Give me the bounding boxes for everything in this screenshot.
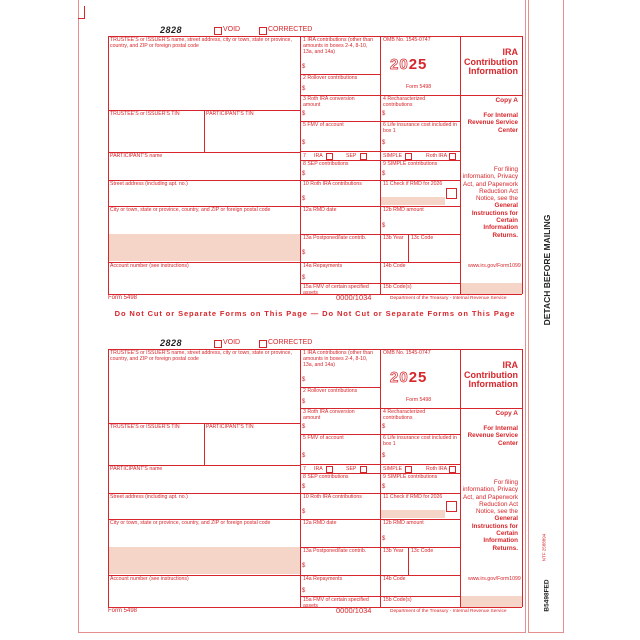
form-title: IRA Contribution Information [464, 360, 518, 389]
box-12b-label: 12b RMD amount [383, 207, 424, 213]
box-12a-field[interactable] [302, 529, 378, 545]
box-7-label: 7 [303, 153, 306, 159]
void-checkbox[interactable] [214, 340, 222, 348]
box-8-field[interactable] [308, 482, 378, 492]
box-9-field[interactable] [388, 169, 458, 179]
box-11-checkbox[interactable] [446, 501, 457, 512]
product-code: B5498FED [543, 579, 551, 612]
trustee-name-field[interactable] [109, 52, 299, 108]
street-address-label: Street address (including apt. no.) [110, 494, 188, 500]
participant-name-field[interactable] [109, 161, 299, 179]
box-13a-label: 13a Postponed/late contrib. [303, 235, 367, 241]
box-6-label: 6 Life insurance cost included in box 1 [383, 122, 457, 134]
corrected-label: CORRECTED [268, 339, 313, 346]
box-3-field[interactable] [308, 109, 378, 119]
footer-catalog-number: 0000/1034 [336, 606, 372, 615]
trustee-tin-label: TRUSTEE'S or ISSUER'S TIN [110, 424, 180, 430]
footer-department: Department of the Treasury - Internal Revenue Service [390, 296, 507, 301]
box-7-sep-checkbox[interactable] [360, 153, 367, 160]
box-13c-label: 13c Code [411, 548, 434, 554]
box-10-field[interactable] [308, 194, 378, 204]
box-14a-field[interactable] [308, 273, 378, 281]
trustee-name-label: TRUSTEE'S or ISSUER'S name, street address, city or town, state or province, country, and ZIP or foreign postal code [110, 350, 292, 362]
box-14b-field[interactable] [382, 584, 458, 594]
city-field[interactable] [109, 528, 299, 545]
footer-catalog-number: 0000/1034 [336, 293, 372, 302]
box-13c-label: 13c Code [411, 235, 434, 241]
box-13b-label: 13b Year [383, 548, 404, 554]
shaded-area [109, 547, 300, 574]
box-14b-field[interactable] [382, 271, 458, 281]
box-7-sep-checkbox[interactable] [360, 466, 367, 473]
box-11-checkbox[interactable] [446, 188, 457, 199]
box-15a-label: 15a FMV of certain specified assets [303, 284, 369, 296]
box-14b-label: 14b Code [383, 576, 406, 582]
box-12b-field[interactable] [388, 534, 458, 544]
box-2-field[interactable] [308, 397, 378, 407]
filing-note: For filing information, Privacy Act, and Paperwork Reduction Act Notice, see the General Instructions for Certain Information Returns. [462, 166, 518, 239]
box-4-label: 4 Recharacterized contributions [383, 96, 426, 108]
box-1-field[interactable] [308, 62, 378, 72]
copy-for: For Internal Revenue Service Center [467, 112, 518, 134]
box-13a-field[interactable] [308, 561, 378, 571]
participant-name-label: PARTICIPANT'S name [110, 153, 163, 159]
trustee-name-label: TRUSTEE'S or ISSUER'S name, street address, city or town, state or province, country, and ZIP or foreign postal code [110, 37, 292, 49]
box-15b-label: 15b Code(s) [383, 284, 412, 290]
trustee-name-field[interactable] [109, 365, 299, 421]
box-12b-field[interactable] [388, 221, 458, 231]
trustee-tin-field[interactable] [109, 120, 203, 150]
crop-mark [78, 6, 85, 19]
form-code: 2828 [160, 338, 183, 348]
box-2-field[interactable] [308, 84, 378, 94]
box-6-field[interactable] [388, 451, 458, 461]
trustee-tin-label: TRUSTEE'S or ISSUER'S TIN [110, 111, 180, 117]
corrected-checkbox[interactable] [259, 340, 267, 348]
box-12a-field[interactable] [302, 216, 378, 232]
box-13c-field[interactable] [410, 557, 458, 573]
box-11-shade [381, 510, 445, 518]
form-title: IRA Contribution Information [464, 47, 518, 76]
participant-tin-field[interactable] [205, 120, 299, 150]
city-label: City or town, state or province, country, and ZIP or foreign postal code [110, 520, 271, 526]
participant-tin-field[interactable] [205, 433, 299, 463]
void-label: VOID [223, 26, 241, 33]
participant-name-label: PARTICIPANT'S name [110, 466, 163, 472]
box-14b-label: 14b Code [383, 263, 406, 269]
footer-form-number: Form 5498 [108, 608, 138, 614]
box-15b-shade [461, 283, 522, 294]
detach-stub [528, 0, 564, 633]
box-6-field[interactable] [388, 138, 458, 148]
box-5-label: 5 FMV of account [303, 122, 344, 128]
box-7-simple-checkbox[interactable] [405, 153, 412, 160]
form-copy-1: 2828 VOID CORRECTED TRUSTEE'S or ISSUER'S name, street address, city or town, state or province, country, and ZIP or foreign postal code TRUSTEE'S or ISSUER'S TIN PARTICIPANT'S TIN PARTICIPANT'S name Street address (including apt. no.) City or town, state or province, country, and ZIP or foreign postal code Account number (see instructions) 1 IRA contributions (other than amounts in boxes 2-4, 8-10, 13a, and 14a) $ 2 Rollover contributions $ OMB No. 1545-0747 2025 Form 5498 IRA Contribution Information 3 Roth IRA conversion amount $ 4 Recharacterized contributions $ Copy A 5 FMV of account $ 6 Life insurance cost included in box 1 $ For Internal Revenue Service Center 7 IRA SEP SIMPLE Roth IRA 8 SEP contributions $ 9 SIMPLE contributions $ 10 Roth IRA contributions $ 11 Check if RMD for 2026 12a RMD date 12b RMD amount $ 13a Postponed/late contrib. $ 13b Year 13c Code 14a Repayments $ 14b Code 15a FMV of certain specified assets 15b Code(s) For filing information, Privacy Act, and Paperwork Reduction Act Notice, see the General Instructions for Certain Information Returns. www.irs.gov/Form1099 Form 5498 0000/1034 Department of the Treasury - Internal Revenue Service [108, 26, 522, 304]
street-address-field[interactable] [109, 502, 299, 518]
box-7-ira-checkbox[interactable] [326, 466, 333, 473]
box-7-label: 7 [303, 466, 306, 472]
account-number-label: Account number (see instructions) [110, 576, 189, 582]
box-13b-field[interactable] [382, 557, 407, 573]
box-15b-shade [461, 596, 522, 607]
box-1-label: 1 IRA contributions (other than amounts in boxes 2-4, 8-10, 13a, and 14a) [303, 350, 374, 368]
box-1-label: 1 IRA contributions (other than amounts in boxes 2-4, 8-10, 13a, and 14a) [303, 37, 374, 55]
copy-for: For Internal Revenue Service Center [467, 425, 518, 447]
omb-number: OMB No. 1545-0747 [383, 37, 431, 43]
box-11-shade [381, 197, 445, 205]
tax-year: 2025 [390, 369, 428, 386]
box-11-label: 11 Check if RMD for 2026 [383, 494, 443, 500]
box-7-ira-checkbox[interactable] [326, 153, 333, 160]
box-10-label: 10 Roth IRA contributions [303, 494, 362, 500]
do-not-cut-notice: Do Not Cut or Separate Forms on This Page — Do Not Cut or Separate Forms on This Page [114, 309, 516, 318]
detach-label: DETACH BEFORE MAILING [542, 214, 552, 326]
box-13c-field[interactable] [410, 244, 458, 260]
participant-name-field[interactable] [109, 474, 299, 492]
city-field[interactable] [109, 215, 299, 232]
box-3-label: 3 Roth IRA conversion amount [303, 96, 355, 108]
box-13a-field[interactable] [308, 248, 378, 258]
void-label: VOID [223, 339, 241, 346]
box-12a-label: 12a RMD date [303, 207, 337, 213]
omb-number: OMB No. 1545-0747 [383, 350, 431, 356]
box-15b-label: 15b Code(s) [383, 597, 412, 603]
box-8-field[interactable] [308, 169, 378, 179]
corrected-checkbox[interactable] [259, 27, 267, 35]
box-12b-label: 12b RMD amount [383, 520, 424, 526]
void-checkbox[interactable] [214, 27, 222, 35]
box-8-label: 8 SEP contributions [303, 474, 349, 480]
box-9-field[interactable] [388, 482, 458, 492]
irs-website: www.irs.gov/Form1099 [468, 576, 521, 582]
box-4-field[interactable] [388, 109, 458, 119]
box-14a-label: 14a Repayments [303, 576, 343, 582]
box-12a-label: 12a RMD date [303, 520, 337, 526]
ntf-code: NTF 2588894 [541, 533, 547, 562]
box-14a-label: 14a Repayments [303, 263, 343, 269]
irs-website: www.irs.gov/Form1099 [468, 263, 521, 269]
filing-note: For filing information, Privacy Act, and Paperwork Reduction Act Notice, see the General Instructions for Certain Information Returns. [462, 479, 518, 552]
box-6-label: 6 Life insurance cost included in box 1 [383, 435, 457, 447]
box-7-roth-checkbox[interactable] [449, 466, 456, 473]
box-13b-field[interactable] [382, 244, 407, 260]
box-2-label: 2 Rollover contributions [303, 75, 358, 81]
form-code: 2828 [160, 25, 183, 35]
form-number-label: Form 5498 [406, 397, 432, 403]
box-9-label: 9 SIMPLE contributions [383, 474, 438, 480]
account-number-label: Account number (see instructions) [110, 263, 189, 269]
footer-form-number: Form 5498 [108, 295, 138, 301]
copy-label: Copy A [495, 97, 518, 104]
box-4-label: 4 Recharacterized contributions [383, 409, 426, 421]
box-8-label: 8 SEP contributions [303, 161, 349, 167]
box-13b-label: 13b Year [383, 235, 404, 241]
shaded-area [109, 234, 300, 261]
box-3-label: 3 Roth IRA conversion amount [303, 409, 355, 421]
box-10-field[interactable] [308, 507, 378, 517]
street-address-field[interactable] [109, 189, 299, 205]
box-14a-field[interactable] [308, 586, 378, 594]
box-15a-label: 15a FMV of certain specified assets [303, 597, 369, 609]
box-5-field[interactable] [308, 138, 378, 148]
account-number-field[interactable] [109, 584, 299, 606]
box-5-field[interactable] [308, 451, 378, 461]
form-number-label: Form 5498 [406, 84, 432, 90]
footer-department: Department of the Treasury - Internal Revenue Service [390, 609, 507, 614]
box-7-roth-checkbox[interactable] [449, 153, 456, 160]
box-11-label: 11 Check if RMD for 2026 [383, 181, 443, 187]
box-3-field[interactable] [308, 422, 378, 432]
box-1-field[interactable] [308, 375, 378, 385]
box-4-field[interactable] [388, 422, 458, 432]
tax-year: 2025 [390, 56, 428, 73]
trustee-tin-field[interactable] [109, 433, 203, 463]
participant-tin-label: PARTICIPANT'S TIN [206, 111, 254, 117]
box-2-label: 2 Rollover contributions [303, 388, 358, 394]
copy-label: Copy A [495, 410, 518, 417]
form-copy-2: 2828 VOID CORRECTED TRUSTEE'S or ISSUER'S name, street address, city or town, state or province, country, and ZIP or foreign postal code TRUSTEE'S or ISSUER'S TIN PARTICIPANT'S TIN PARTICIPANT'S name Street address (including apt. no.) City or town, state or province, country, and ZIP or foreign postal code Account number (see instructions) 1 IRA contributions (other than amounts in boxes 2-4, 8-10, 13a, and 14a) $ 2 Rollover contributions $ OMB No. 1545-0747 2025 Form 5498 IRA Contribution Information 3 Roth IRA conversion amount $ 4 Recharacterized contributions $ Copy A 5 FMV of account $ 6 Life insurance cost included in box 1 $ For Internal Revenue Service Center 7 IRA SEP SIMPLE Roth IRA 8 SEP contributions $ 9 SIMPLE contributions $ 10 Roth IRA contributions $ 11 Check if RMD for 2026 12a RMD date 12b RMD amount $ 13a Postponed/late contrib. $ 13b Year 13c Code 14a Repayments $ 14b Code 15a FMV of certain specified assets 15b Code(s) For filing information, Privacy Act, and Paperwork Reduction Act Notice, see the General Instructions for Certain Information Returns. www.irs.gov/Form1099 Form 5498 0000/1034 Department of the Treasury - Internal Revenue Service [108, 339, 522, 617]
account-number-field[interactable] [109, 271, 299, 293]
corrected-label: CORRECTED [268, 26, 313, 33]
box-13a-label: 13a Postponed/late contrib. [303, 548, 367, 554]
street-address-label: Street address (including apt. no.) [110, 181, 188, 187]
city-label: City or town, state or province, country, and ZIP or foreign postal code [110, 207, 271, 213]
participant-tin-label: PARTICIPANT'S TIN [206, 424, 254, 430]
box-10-label: 10 Roth IRA contributions [303, 181, 362, 187]
box-9-label: 9 SIMPLE contributions [383, 161, 438, 167]
box-7-simple-checkbox[interactable] [405, 466, 412, 473]
box-5-label: 5 FMV of account [303, 435, 344, 441]
